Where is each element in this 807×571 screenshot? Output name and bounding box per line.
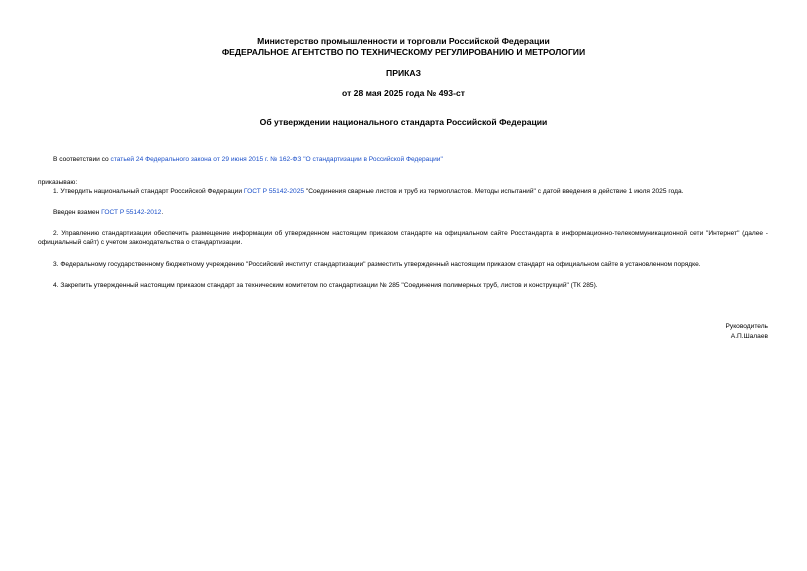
item-3-paragraph: 3. Федеральному государственному бюджетному учреждению "Российский институт стандартизации" разместить утвержденный настоящим приказом стандарт на официальном сайте в установленном порядке. bbox=[53, 261, 701, 268]
gost-2025-link[interactable]: ГОСТ Р 55142-2025 bbox=[243, 188, 305, 195]
item-1-prefix: 1. Утвердить национальный стандарт Российской Федерации bbox=[53, 188, 244, 195]
intro-prefix: В соответствии со bbox=[53, 156, 111, 163]
replacement-paragraph bbox=[53, 208, 163, 217]
signature-name: А.П.Шалаев bbox=[730, 333, 768, 340]
item-2-paragraph: 2. Управлению стандартизации обеспечить размещение информации об утвержденном настоящим приказом стандарте на официальном сайте Росстандарта в информационно-телекоммуникационной сети "Интернет" (далее - официальный сайт) с учетом законодательства о стандартизации. bbox=[38, 230, 768, 246]
intro-paragraph bbox=[53, 155, 443, 164]
document-date-number: от 28 мая 2025 года № 493-ст bbox=[342, 88, 465, 98]
signature-title: Руководитель bbox=[725, 323, 768, 330]
item-1-paragraph bbox=[53, 187, 683, 196]
gost-2012-link[interactable]: ГОСТ Р 55142-2012 bbox=[101, 209, 162, 216]
agency-title: ФЕДЕРАЛЬНОЕ АГЕНТСТВО ПО ТЕХНИЧЕСКОМУ РЕГУЛИРОВАНИЮ И МЕТРОЛОГИИ bbox=[221, 47, 586, 57]
order-word: приказываю: bbox=[38, 179, 78, 186]
ministry-title: Министерство промышленности и торговли Российской Федерации bbox=[257, 36, 550, 46]
document-subject: Об утверждении национального стандарта Российской Федерации bbox=[259, 117, 548, 127]
replacement-suffix: . bbox=[161, 209, 164, 216]
item-4-paragraph: 4. Закрепить утвержденный настоящим приказом стандарт за техническим комитетом по стандартизации № 285 "Соединения полимерных труб, листов и конструкций" (ТК 285). bbox=[53, 282, 598, 289]
item-1-suffix: "Соединения сварные листов и труб из термопластов. Методы испытаний" с датой введения в действие 1 июля 2025 года. bbox=[304, 188, 684, 195]
replacement-prefix: Введен взамен bbox=[53, 209, 102, 216]
federal-law-link[interactable]: статьей 24 Федерального закона от 29 июня 2015 г. № 162-ФЗ "О стандартизации в Российской Федерации" bbox=[110, 156, 443, 163]
document-type: ПРИКАЗ bbox=[386, 68, 421, 78]
